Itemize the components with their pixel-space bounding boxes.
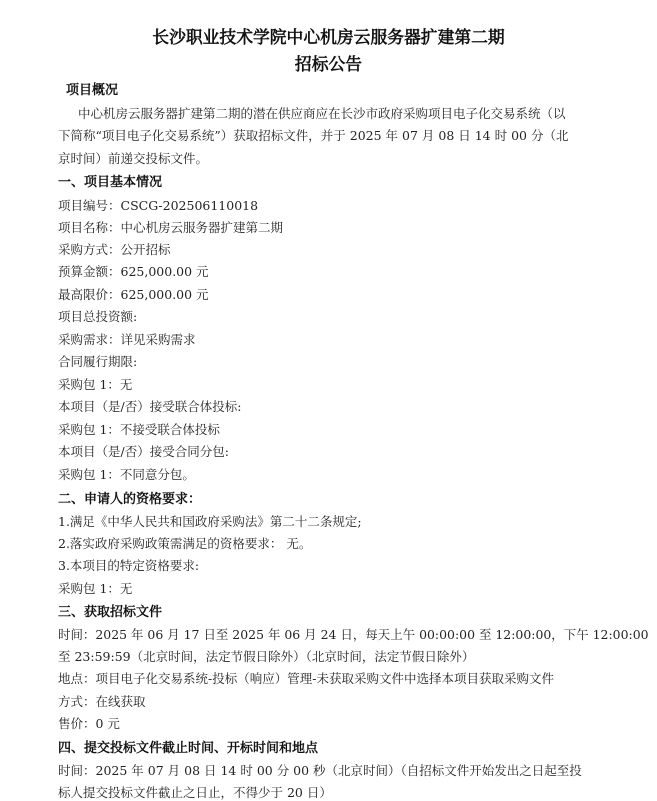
overview-line: 下简称“项目电子化交易系统”）获取招标文件，并于 2025 年 07 月 08 日 14 时 00 分（北 [58,128,569,143]
section2-line: 3.本项目的特定资格要求: [58,558,200,573]
section1-line: 采购方式：公开招标 [58,242,171,257]
section1-line: 采购包 1：无 [58,377,133,392]
section1-line: 合同履行期限: [58,354,138,369]
section4-heading: 四、提交投标文件截止时间、开标时间和地点 [58,741,319,756]
document-title: 长沙职业技术学院中心机房云服务器扩建第二期 [152,27,505,47]
section1-line: 采购需求：详见采购需求 [58,332,196,347]
section4-line: 时间：2025 年 07 月 08 日 14 时 00 分 00 秒（北京时间）（自招标文件开始发出之日起至投 [58,763,582,778]
section1-line: 本项目（是/否）接受合同分包: [58,444,229,459]
document-subtitle: 招标公告 [294,54,363,74]
overview-heading: 项目概况 [66,83,119,98]
section2-line: 采购包 1：无 [58,581,133,596]
section3-line: 地点：项目电子化交易系统-投标（响应）管理-未获取采购文件中选择本项目获取采购文件 [58,671,554,686]
section3-line: 至 23:59:59（北京时间，法定节假日除外）（北京时间，法定节假日除外） [58,649,475,664]
section1-line: 采购包 1：不同意分包。 [58,467,195,482]
section2-line: 1.满足《中华人民共和国政府采购法》第二十二条规定; [58,514,362,529]
section2-line: 2.落实政府采购政策需满足的资格要求： 无。 [58,536,312,551]
section1-line: 最高限价：625,000.00 元 [58,287,209,302]
section1-line: 项目编号：CSCG-202506110018 [58,198,259,213]
section3-heading: 三、获取招标文件 [58,605,163,620]
section3-line: 时间：2025 年 06 月 17 日至 2025 年 06 月 24 日，每天上午 00:00:00 至 12:00:00，下午 12:00:00 [58,627,649,642]
section3-line: 售价：0 元 [58,716,120,731]
section4-line: 标人提交投标文件截止之日止，不得少于 20 日） [58,785,332,800]
overview-line: 京时间）前递交投标文件。 [58,151,209,166]
section1-line: 项目名称：中心机房云服务器扩建第二期 [58,220,284,235]
section1-line: 预算金额：625,000.00 元 [58,264,209,279]
section1-line: 项目总投资额: [58,309,138,324]
section1-line: 本项目（是/否）接受联合体投标: [58,399,242,414]
section1-heading: 一、项目基本情况 [58,175,163,190]
overview-line: 中心机房云服务器扩建第二期的潜在供应商应在长沙市政府采购项目电子化交易系统（以 [78,106,566,121]
section2-heading: 二、申请人的资格要求： [58,492,202,507]
section1-line: 采购包 1：不接受联合体投标 [58,422,220,437]
section3-line: 方式：在线获取 [58,694,146,709]
